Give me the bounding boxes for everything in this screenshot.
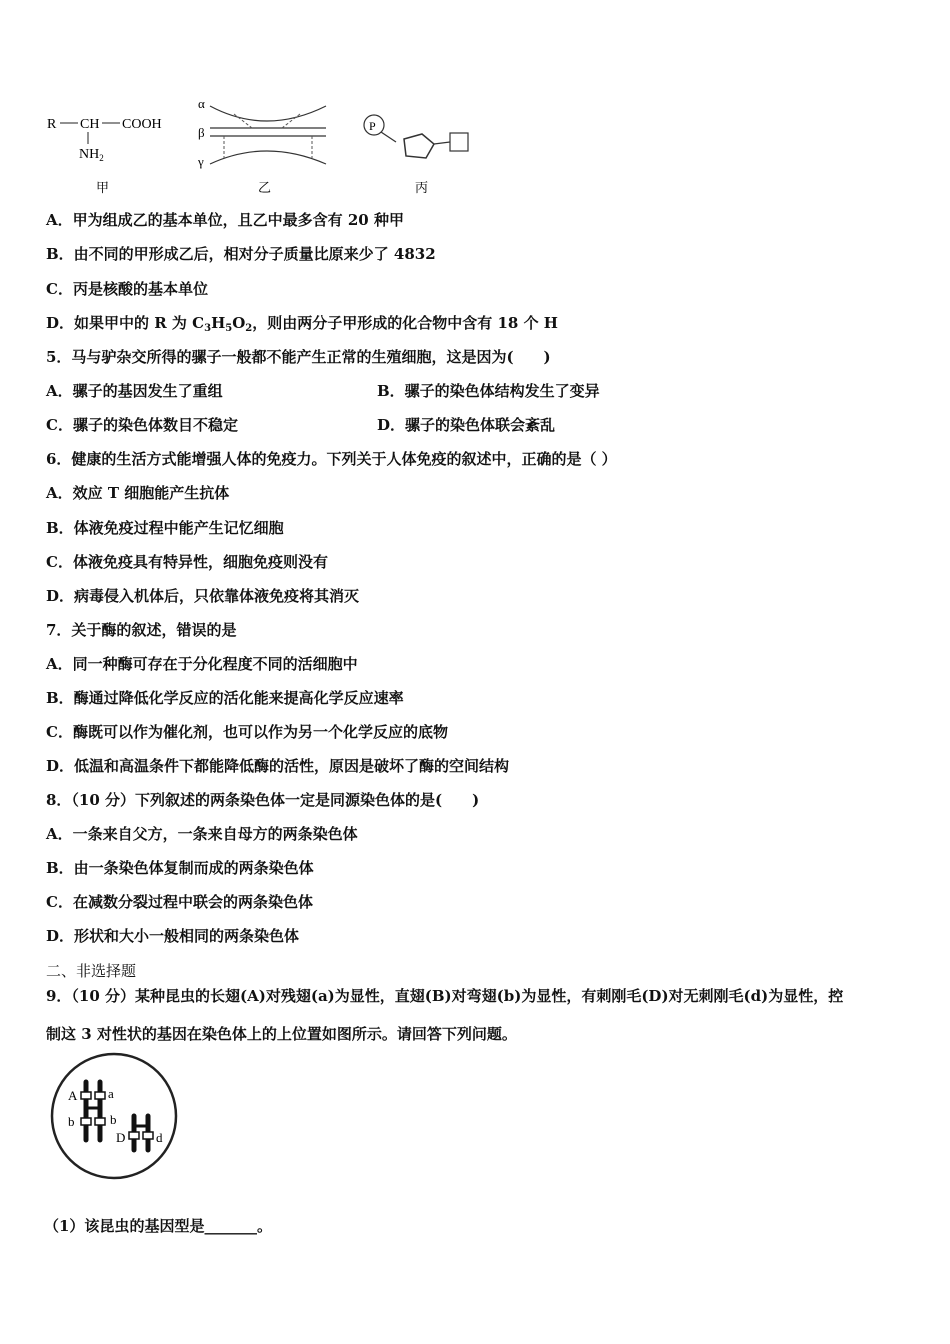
q6-option-c: C．体液免疫具有特异性，细胞免疫则没有 — [46, 553, 328, 571]
figure-jia — [44, 110, 174, 198]
jia-ch: CH — [80, 117, 100, 132]
cell-gene-D: D — [116, 1130, 126, 1145]
yi-label: 乙 — [258, 180, 272, 195]
q4-option-b: B．由不同的甲形成乙后，相对分子质量比原来少了 4832 — [46, 245, 436, 263]
cell-gene-b-right: b — [110, 1112, 117, 1127]
q7-option-c: C．酶既可以作为催化剂，也可以作为另一个化学反应的底物 — [46, 723, 448, 741]
q7-option-d: D．低温和高温条件下都能降低酶的活性，原因是破坏了酶的空间结构 — [46, 757, 510, 775]
q5-stem: 5．马与驴杂交所得的骡子一般都不能产生正常的生殖细胞，这是因为( ) — [46, 348, 551, 366]
figure-bing — [360, 112, 480, 198]
jia-cooh: COOH — [122, 117, 162, 132]
q9-stem-line2: 制这 3 对性状的基因在染色体上的上位置如图所示。请回答下列问题。 — [46, 1025, 517, 1043]
bing-p: P — [369, 119, 376, 133]
q5-option-a: A．骡子的基因发生了重组 — [46, 382, 223, 400]
q8-option-b: B．由一条染色体复制而成的两条染色体 — [46, 859, 314, 877]
cell-gene-b-left: b — [68, 1114, 75, 1129]
q6-option-d: D．病毒侵入机体后，只依靠体液免疫将其消灭 — [46, 587, 360, 605]
yi-alpha: α — [198, 96, 205, 111]
q5-option-b: B．骡子的染色体结构发生了变异 — [377, 382, 600, 400]
cell-gene-A: A — [68, 1088, 78, 1103]
q6-stem: 6．健康的生活方式能增强人体的免疫力。下列关于人体免疫的叙述中，正确的是（ ） — [46, 450, 617, 468]
q6-option-a: A．效应 T 细胞能产生抗体 — [46, 484, 230, 502]
q6-option-b: B．体液免疫过程中能产生记忆细胞 — [46, 519, 284, 537]
yi-beta: β — [198, 125, 205, 140]
jia-nh: NH — [79, 147, 100, 162]
jia-nh-sub: 2 — [99, 153, 104, 163]
q7-stem: 7．关于酶的叙述，错误的是 — [46, 621, 237, 639]
jia-r: R — [47, 117, 57, 132]
q4-option-d: D．如果甲中的 R 为 $C_3H_5O_2$，则由两分子甲形成的化合物中含有 18 个 H — [46, 314, 558, 334]
q4-option-a: A．甲为组成乙的基本单位，且乙中最多含有 20 种甲 — [46, 211, 404, 229]
q4-option-c: C．丙是核酸的基本单位 — [46, 280, 208, 298]
figure-cell-chromosomes — [48, 1052, 182, 1180]
svg-text:NH2 — [79, 147, 104, 163]
cell-gene-a: a — [108, 1086, 114, 1101]
yi-gamma: γ — [198, 154, 204, 169]
cell-gene-d: d — [156, 1130, 163, 1145]
q8-option-c: C．在减数分裂过程中联会的两条染色体 — [46, 893, 313, 911]
figure-yi — [196, 96, 336, 198]
q5-option-d: D．骡子的染色体联会紊乱 — [377, 416, 556, 434]
q8-stem: 8．（10 分）下列叙述的两条染色体一定是同源染色体的是( ) — [46, 791, 480, 809]
bing-label: 丙 — [415, 180, 429, 195]
section-heading: 二、非选择题 — [46, 962, 137, 980]
q7-option-a: A．同一种酶可存在于分化程度不同的活细胞中 — [46, 655, 358, 673]
q8-option-a: A．一条来自父方，一条来自母方的两条染色体 — [46, 825, 358, 843]
q5-option-c: C．骡子的染色体数目不稳定 — [46, 416, 238, 434]
q8-option-d: D．形状和大小一般相同的两条染色体 — [46, 927, 300, 945]
q9-stem-line1: 9．（10 分）某种昆虫的长翅(A)对残翅(a)为显性，直翅(B)对弯翅(b)为显性，有刺刚毛(D)对无刺刚毛(d)为显性，控 — [46, 987, 844, 1005]
q7-option-b: B．酶通过降低化学反应的活化能来提高化学反应速率 — [46, 689, 404, 707]
q9-subquestion-1: （1）该昆虫的基因型是_______。 — [44, 1217, 272, 1235]
jia-label: 甲 — [96, 180, 110, 195]
